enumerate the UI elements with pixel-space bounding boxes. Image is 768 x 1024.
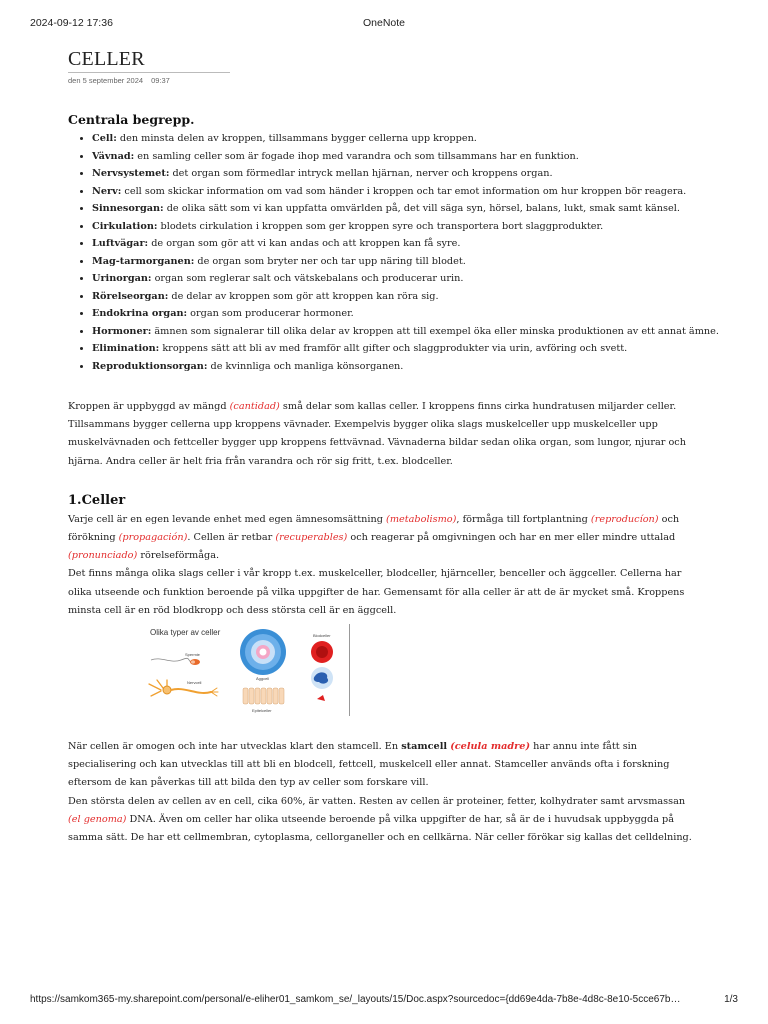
term-item: • Reproduktionsorgan: de kvinnliga och manliga könsorganen. xyxy=(92,358,698,376)
label-epitelceller: Epitelceller xyxy=(252,708,272,714)
term-item: • Rörelseorgan: de delar av kroppen som gör att kroppen kan röra sig. xyxy=(92,288,698,306)
page-indicator: 1/3 xyxy=(724,994,738,1005)
sperm-cell-drawing xyxy=(151,658,200,665)
term-item: • Endokrina organ: organ som producerar hormoner. xyxy=(92,305,698,323)
terms-list xyxy=(68,130,719,375)
print-datetime: 2024-09-12 17:36 xyxy=(30,17,113,29)
term-item: • Elimination: kroppens sätt att bli av med framför allt gifter och slaggprodukter via urin, avföring och svett. xyxy=(92,340,698,358)
celler-text xyxy=(68,511,698,620)
term-item: • Luftvägar: de organ som gör att vi kan andas och att kroppen kan få syre. xyxy=(92,235,698,253)
paragraph: Den största delen av cellen av en cell, cika 60%, är vatten. Resten av cellen är proteiner, fetter, kolhydrater samt arvsmassan (el genoma) DNA. Även om celler har olika utseende beroende på vilka uppgifter de har, så är de i huvudsak uppbyggda på samma sätt. De har ett cellmembran, cytoplasma, cellorganeller och en cellkärna. När celler förökar sig kallas det celldelning. xyxy=(68,795,692,844)
paragraph: Det finns många olika slags celler i vår kropp t.ex. muskelceller, blodceller, hjärnceller, benceller och äggceller. Cellerna har olika utseende och funktion beroende på vilka uppgifter de har. Gemensamt för alla celler är att de är mycket små. Kroppens minsta cell är en röd blodkropp och dess största cell är en äggcell. xyxy=(68,568,685,616)
term-item: • Nervsystemet: det organ som förmedlar intryck mellan hjärnan, nerver och kroppens organ. xyxy=(92,165,698,183)
page-date: den 5 september 2024 xyxy=(68,76,144,85)
print-app-name: OneNote xyxy=(362,17,406,29)
epithelial-cells-drawing xyxy=(243,688,284,704)
term-item: • Cell: den minsta delen av kroppen, tillsammans bygger cellerna upp kroppen. xyxy=(92,130,698,148)
term-item: • Nerv: cell som skickar information om vad som händer i kroppen och tar emot information om hur kroppen bör reagera. xyxy=(92,183,698,201)
cell-types-figure xyxy=(137,624,350,716)
stamcell-text xyxy=(68,738,698,847)
print-footer xyxy=(30,994,738,1008)
label-spermie: Spermie xyxy=(185,652,200,658)
term-item: • Sinnesorgan: de olika sätt som vi kan uppfatta omvärlden på, det vill säga syn, hörsel, balans, lukt, smak samt känsel. xyxy=(92,200,698,218)
note-page xyxy=(68,48,719,847)
page-time: 09:37 xyxy=(151,76,170,85)
paragraph: Kroppen är uppbyggd av mängd (cantidad) små delar som kallas celler. I kroppens finns cirka hundratusen miljarder celler. Tillsammans bygger cellerna upp kroppens vävnader. Exempelvis bygger olika slags muskelceller upp muskelceller upp muskelvävnaden och fettceller bygger upp kroppens fettvävnad. Vävnaderna bildar sedan olika organ, som lungor, njurar och hjärna. Andra celler är helt fria från varandra och rör sig fritt, t.ex. blodceller. xyxy=(68,401,686,467)
term-item: • Mag-tarmorganen: de organ som bryter ner och tar upp näring till blodet. xyxy=(92,253,698,271)
label-nervcell: Nervcell xyxy=(187,680,202,686)
label-aggcell: Äggcell xyxy=(256,676,270,682)
term-item: • Cirkulation: blodets cirkulation i kroppen som ger kroppen syre och transportera bort slaggprodukter. xyxy=(92,218,698,236)
term-item: • Urinorgan: organ som reglerar salt och vätskebalans och producerar urin. xyxy=(92,270,698,288)
page-title: CELLER xyxy=(68,48,230,73)
paragraph: Varje cell är en egen levande enhet med egen ämnesomsättning (metabolismo), förmåga till fortplantning (reproducíon) och förökning (propagación). Cellen är retbar (recuperables) och reagerar på omgivningen och har en mer eller mindre uttalad (pronunciado) rörelseförmåga. xyxy=(68,513,680,562)
label-blodceller: Blodceller xyxy=(313,633,331,639)
blood-cells-drawing xyxy=(311,641,333,701)
term-item: • Hormoner: ämnen som signalerar till olika delar av kroppen att till exempel öka eller minska produktionen av ett annat ämne. xyxy=(92,323,698,341)
paragraph: När cellen är omogen och inte har utvecklas klart den stamcell. En stamcell (celula madre) har annu inte fått sin specialisering och kan utvecklas till att bli en blodcell, fettcell, muskelcell eller annat. Stamceller används ofta i forskning eftersom de kan påverkas till att bilda den typ av celler som forskare vill. xyxy=(68,741,670,789)
page-meta xyxy=(68,76,698,85)
egg-cell-drawing xyxy=(240,629,286,675)
term-item: • Vävnad: en samling celler som är fogade ihop med varandra och som tillsammans har en funktion. xyxy=(92,148,698,166)
print-header xyxy=(30,17,738,31)
intro-text xyxy=(68,398,698,471)
page-url: https://samkom365-my.sharepoint.com/personal/e-eliher01_samkom_se/_layouts/15/Doc.aspx?sourcedoc={dd69e4da-7b8e-4d8c-8e10-5cce67b… xyxy=(30,994,681,1005)
figure-title: Olika typer av celler xyxy=(150,628,221,638)
section-heading-centrala-begrepp: Centrala begrepp. xyxy=(68,112,195,127)
neuron-drawing xyxy=(149,680,218,696)
section-heading-celler: 1.Celler xyxy=(68,492,126,508)
